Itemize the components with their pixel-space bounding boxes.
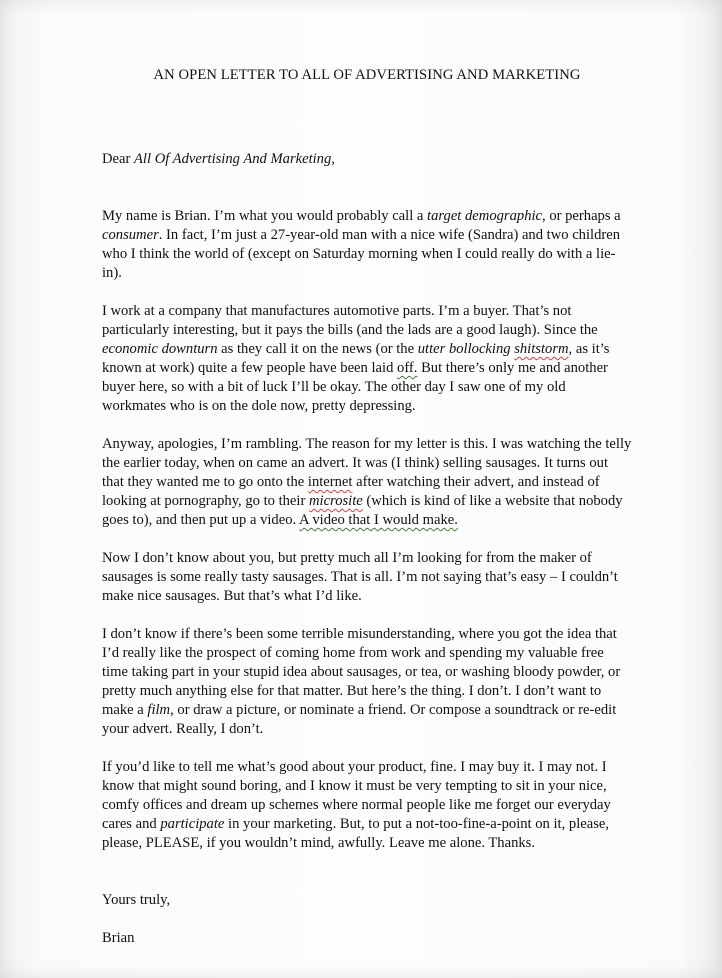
flagged-text-run: microsite [308,493,363,509]
text-run: , or perhaps a [542,208,621,224]
text-run: film [147,702,171,718]
paragraph [102,549,632,606]
text-run: utter bollocking [417,341,515,357]
text-run: (which is kind of like a website that nobody goes to), and then put up a video. [102,493,623,528]
letter-title: AN OPEN LETTER TO ALL OF ADVERTISING AND MARKETING [153,67,581,83]
flagged-text-run: off. [397,360,418,376]
text-run: consumer [102,227,159,243]
letter-body [102,66,632,948]
flagged-text-run: shitstorm [514,341,569,357]
text-run: as they call it on the news (or the [217,341,418,357]
text-run: Now I don’t know about you, but pretty much all I’m looking for from the maker of sausages is some really tasty sausages. That is all. I’m not saying that’s easy – I couldn’t make nice sausages. But that’s what I’d like. [102,550,618,604]
text-run: I don’t know if there’s been some terrible misunderstanding, where you got the idea that I’d really like the prospect of coming home from work and spending my valuable free time taking part in your stupid idea about sausages, or tea, or washing bloody powder, or pretty much anything else for that matter. But here’s the thing. I don’t. I don’t want to make a [102,626,621,718]
flagged-text-run: A video that I would make. [298,512,458,528]
salutation-addressee: All Of Advertising And Marketing [134,151,332,167]
text-run: My name is Brian. I’m what you would probably call a [102,208,428,224]
text-run: , as it’s known at work) quite a few people have been laid [102,341,610,376]
flagged-text-run: internet [307,474,353,490]
text-run: target demographic [427,208,543,224]
paragraph [102,435,632,530]
text-run: But there’s only me and another buyer here, so with a bit of luck I’ll be okay. The other day I saw one of my old workmates who is on the dole now, pretty depressing. [102,360,608,414]
paragraph [102,302,632,416]
text-run: If you’d like to tell me what’s good about your product, fine. I may buy it. I may not. I know that might sound boring, and I know it must be very tempting to sit in your nice, comfy offices and dream up schemes where normal people like me forget our everyday cares and [102,759,611,832]
paragraph [102,625,632,739]
paragraph [102,758,632,853]
salutation [102,150,632,169]
text-run: economic downturn [102,341,218,357]
text-run: , or draw a picture, or nominate a friend. Or compose a soundtrack or re-edit your advert. Really, I don’t. [102,702,617,737]
text-run: I work at a company that manufactures automotive parts. I’m a buyer. That’s not particularly interesting, but it pays the bills (and the lads are a good laugh). Since the [102,303,598,338]
salutation-suffix: , [331,151,335,167]
salutation-prefix: Dear [102,151,135,167]
text-run: participate [160,816,225,832]
text-run: Anyway, apologies, I’m rambling. The reason for my letter is this. I was watching the telly the earlier today, when on came an advert. It was (I think) selling sausages. It turns out that they wanted me to go onto the [102,436,632,490]
signature: Brian [102,930,135,946]
paragraph [102,207,632,283]
text-run: after watching their advert, and instead of looking at pornography, go to their [102,474,600,509]
closing: Yours truly, [102,892,171,908]
text-run: . In fact, I’m just a 27-year-old man with a nice wife (Sandra) and two children who I think the world of (except on Saturday morning when I could really do with a lie-in). [102,227,621,281]
text-run: in your marketing. But, to put a not-too-fine-a-point on it, please, please, PLEASE, if you wouldn’t mind, awfully. Leave me alone. Thanks. [102,816,610,851]
